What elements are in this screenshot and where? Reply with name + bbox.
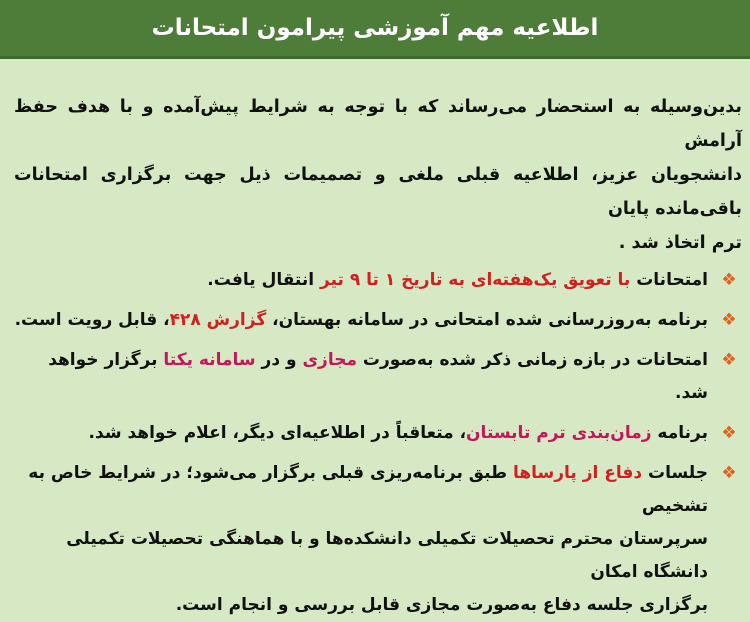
diamond-bullet-icon: ❖ [721,350,737,370]
list-item [14,457,742,622]
text-segment: امتحانات در بازه زمانی ذکر شده به‌صورت [357,350,708,370]
list-item [14,344,742,410]
text-segment: ، قابل رویت است. [14,310,170,330]
list-item [14,417,742,450]
list-item-text [89,417,708,450]
text-segment: و در [255,350,303,370]
text-segment: انتقال یافت. [207,270,321,290]
text-segment: امتحانات [630,270,708,290]
announcement-body [14,90,742,622]
diamond-bullet-icon: ❖ [721,423,737,443]
intro-line: بدین‌وسیله به استحضار می‌رساند که با توجه به شرایط پیش‌آمده و با هدف حفظ آرامش [14,97,742,151]
list-item-text [15,304,708,337]
text-segment: برنامه به‌روزرسانی شده امتحانی در سامانه بهستان، [266,310,708,330]
text-segment: جلسات [642,463,708,483]
list-item-line: سرپرستان محترم تحصیلات تکمیلی دانشکده‌ها و با هماهنگی تحصیلات تکمیلی دانشگاه امکان [66,529,708,582]
highlight-text: زمان‌بندی ترم تابستان [466,423,652,443]
highlight-text: سامانه یکتا [163,350,256,370]
list-item-text [207,264,708,297]
intro-line: دانشجویان عزیز، اطلاعیه قبلی ملغی و تصمیمات ذیل جهت برگزاری امتحانات باقی‌مانده پایان [14,165,742,219]
page-title: اطلاعیه مهم آموزشی پیرامون امتحانات [151,15,599,41]
text-segment: ، متعاقباً در اطلاعیه‌ای دیگر، اعلام خواهد شد. [88,423,467,443]
diamond-bullet-icon: ❖ [721,310,737,330]
decisions-list [14,264,742,622]
highlight-text: گزارش ۴۲۸ [169,310,267,330]
list-item-line: برگزاری جلسه دفاع به‌صورت مجازی قابل بررسی و انجام است. [175,595,708,615]
list-item [14,304,742,337]
announcement-title-bar [0,0,750,59]
highlight-text: دفاع از پارساها [512,463,643,483]
intro-line: ترم اتخاذ شد . [618,233,742,253]
text-segment: برنامه [651,423,708,443]
list-item-text [14,457,708,622]
diamond-bullet-icon: ❖ [721,463,737,483]
highlight-text: مجازی [302,350,357,370]
diamond-bullet-icon: ❖ [721,270,737,290]
list-item-line [14,457,708,523]
highlight-text: با تعویق یک‌هفته‌ای به تاریخ ۱ تا ۹ تیر [320,270,631,290]
list-item [14,264,742,297]
text-segment: طبق برنامه‌ریزی قبلی برگزار می‌شود؛ در شرایط خاص به تشخیص [28,463,708,516]
intro-paragraph [14,90,742,260]
list-item-text [14,344,708,410]
text-segment: برگزار خواهد شد. [48,350,708,403]
